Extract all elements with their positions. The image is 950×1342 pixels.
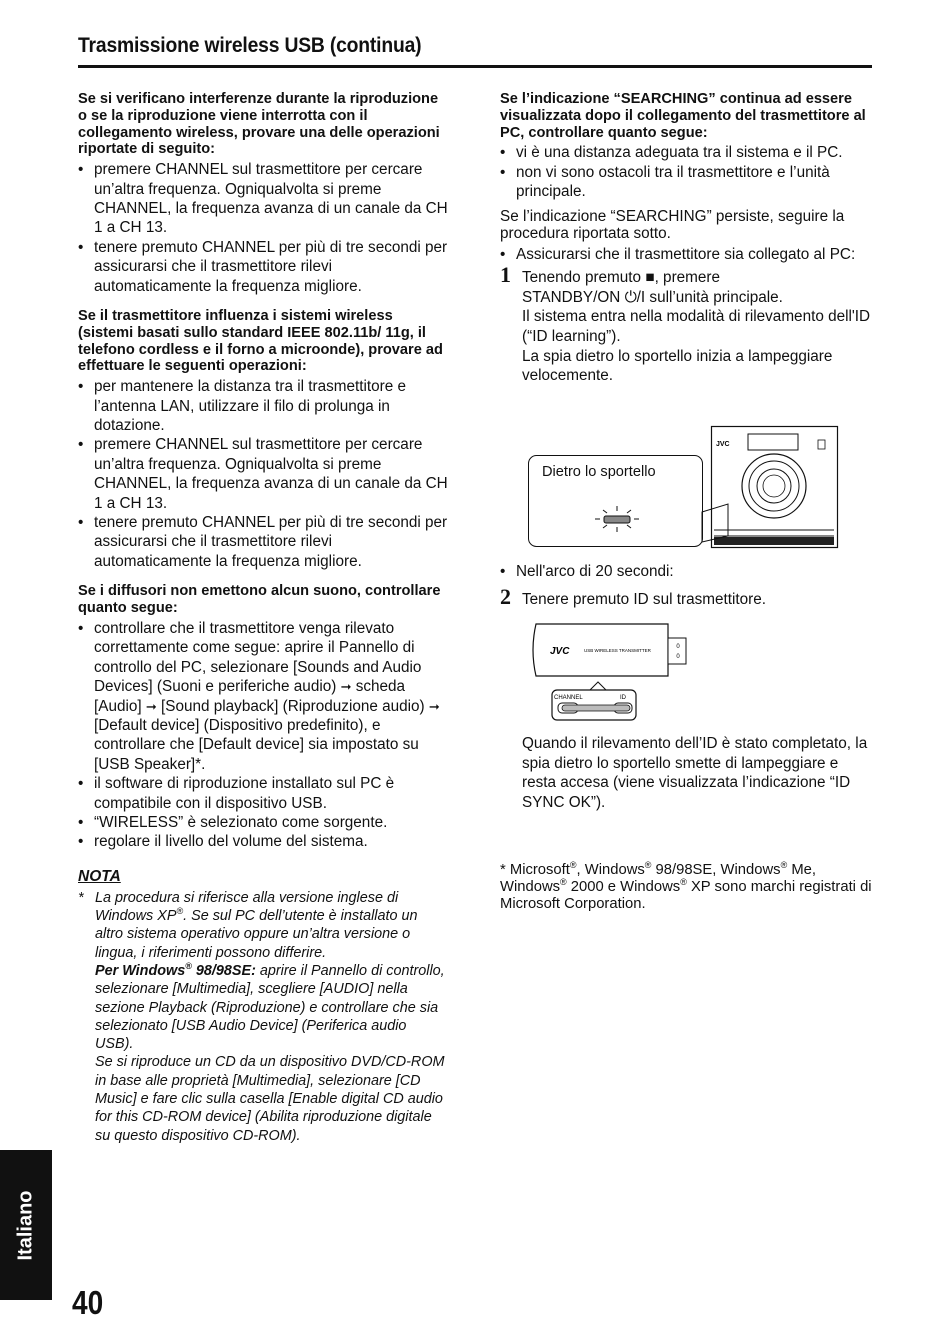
- channel-label: CHANNEL: [554, 695, 583, 701]
- nota-paragraph: Se si riproduce un CD da un dispositivo DVD/CD-ROM in base alle proprietà [Multimedia], selezionare [CD Music] e fare clic sulla casella [Enable digital CD audio for this CD-ROM device] (Abilita riproduzione digitale su questo dispositivo CD-ROM).: [95, 1054, 445, 1144]
- list-item: • tenere premuto CHANNEL per più di tre secondi per assicurarsi che il trasmettitore rilevi automaticamente la frequenza migliore.: [78, 513, 448, 571]
- list-item: • per mantenere la distanza tra il trasmettitore e l’antenna LAN, utilizzare il filo di prolunga in dotazione.: [78, 377, 448, 435]
- list-item: • controllare che il trasmettitore venga rilevato correttamente come segue: aprire il Pannello di controllo del PC, selezionare [Sounds and Audio Devices] (Suoni e periferiche audio) ➞ scheda [Audio] ➞ [Sound playback] (Riproduzione audio) ➞ [Default device] (Dispositivo predefinito), e controllare che [Default device] sia impostato su [USB Speaker]*.: [78, 619, 448, 774]
- section-interference: [78, 91, 448, 296]
- list-item: • vi è una distanza adeguata tra il sistema e il PC.: [500, 143, 872, 162]
- bullet-list: [500, 245, 872, 264]
- main-unit-illustration: [528, 424, 840, 550]
- usb-transmitter-illustration: [532, 618, 692, 726]
- step-number: 1: [500, 262, 511, 288]
- list-item: • Nell'arco di 20 secondi:: [500, 562, 872, 581]
- section-heading: Se il trasmettitore influenza i sistemi wireless (sistemi basati sullo standard IEEE 802.11b/ 11g, il telefono cordless e il forno a microonde), provare ad effettuare le seguenti operazioni:: [78, 308, 443, 375]
- page-title: Trasmissione wireless USB (continua): [78, 34, 422, 57]
- list-item: • non vi sono ostacoli tra il trasmettitore e l’unità principale.: [500, 163, 872, 202]
- nota-heading: NOTA: [78, 867, 121, 885]
- nota-paragraph: Per Windows® 98/98SE: aprire il Pannello di controllo, selezionare [Multimedia], scegliere [AUDIO] nella sezione Playback (Riproduzione) e controllare che sia selezionato [USB Audio Device] (Periferica audio USB).: [95, 961, 445, 1053]
- bullet-list: [78, 160, 448, 296]
- nota-body: [78, 889, 448, 1145]
- id-label: ID: [620, 695, 626, 701]
- trademark-footnote: * Microsoft®, Windows® 98/98SE, Windows® Me, Windows® 2000 e Windows® XP sono marchi registrati di Microsoft Corporation.: [500, 860, 872, 912]
- footnote-marker: *: [78, 889, 84, 906]
- bullet-list: [78, 619, 448, 852]
- power-icon: ⏻/I: [624, 288, 646, 306]
- step-2-result: Quando il rilevamento dell’ID è stato completato, la spia dietro lo sportello smette di lampeggiare e resta accesa (viene visualizzata l’indicazione “ID SYNC OK”).: [522, 735, 868, 811]
- illustration-label: Dietro lo sportello: [542, 464, 656, 480]
- right-column: [500, 91, 872, 386]
- language-tab-label: Italiano: [14, 1189, 37, 1261]
- list-item: • premere CHANNEL sul trasmettitore per cercare un’altra frequenza. Ogniqualvolta si preme CHANNEL, la frequenza avanza di un canale da CH 1 a CH 13.: [78, 435, 448, 513]
- brand-logo: JVC: [716, 441, 730, 448]
- page-number: 40: [72, 1284, 104, 1321]
- title-rule: [78, 65, 872, 68]
- list-item: • il software di riproduzione installato sul PC è compatibile con il dispositivo USB.: [78, 774, 448, 813]
- nota-paragraph: La procedura si riferisce alla versione inglese di Windows XP®. Se sul PC dell’utente è installato un altro sistema operativo oppure un’altra versione o lingua, i riferimenti possono differire.: [95, 889, 418, 961]
- bullet-list: [500, 143, 872, 201]
- stop-icon: ■: [645, 269, 655, 287]
- arrow-icon: ➞: [145, 698, 157, 714]
- section-heading: Se l’indicazione “SEARCHING” continua ad essere visualizzata dopo il collegamento del trasmettitore al PC, controllare quanto segue:: [500, 91, 866, 141]
- section-heading: Se i diffusori non emettono alcun suono, controllare quanto segue:: [78, 583, 441, 617]
- list-item: • “WIRELESS” è selezionato come sorgente.: [78, 813, 448, 832]
- brand-logo: JVC: [550, 646, 570, 657]
- list-item: • premere CHANNEL sul trasmettitore per cercare un’altra frequenza. Ogniqualvolta si preme CHANNEL, la frequenza avanza di un canale da CH 1 a CH 13.: [78, 160, 448, 238]
- bullet-list: [500, 562, 872, 581]
- section-wireless-systems: [78, 308, 448, 571]
- svg-text:0: 0: [676, 644, 680, 650]
- arrow-icon: ➞: [428, 698, 440, 714]
- bullet-list: [78, 377, 448, 571]
- list-item: • tenere premuto CHANNEL per più di tre secondi per assicurarsi che il trasmettitore rilevi automaticamente la frequenza migliore.: [78, 238, 448, 296]
- arrow-icon: ➞: [340, 679, 352, 695]
- list-item: • Assicurarsi che il trasmettitore sia collegato al PC:: [500, 245, 872, 264]
- paragraph: Se l’indicazione “SEARCHING” persiste, seguire la procedura riportata sotto.: [500, 207, 845, 243]
- step-1: 1 Tenendo premuto ■, premere STANDBY/ON ⏻/I sull’unità principale. Il sistema entra nella modalità di rilevamento dell'ID (“ID learning”). La spia dietro lo sportello inizia a lampeggiare velocemente.: [500, 262, 871, 385]
- step-2: 2 Tenere premuto ID sul trasmettitore.: [500, 584, 766, 610]
- section-no-sound: [78, 583, 448, 851]
- list-item: • regolare il livello del volume del sistema.: [78, 832, 448, 851]
- step-block: [500, 560, 872, 610]
- svg-text:0: 0: [676, 654, 680, 660]
- left-column: [78, 91, 448, 1145]
- step-number: 2: [500, 584, 511, 610]
- section-heading: Se si verificano interferenze durante la riproduzione o se la riproduzione viene interrotta con il collegamento wireless, provare una delle operazioni riportate di seguito:: [78, 91, 440, 158]
- device-caption: USB WIRELESS TRANSMITTER: [584, 648, 651, 653]
